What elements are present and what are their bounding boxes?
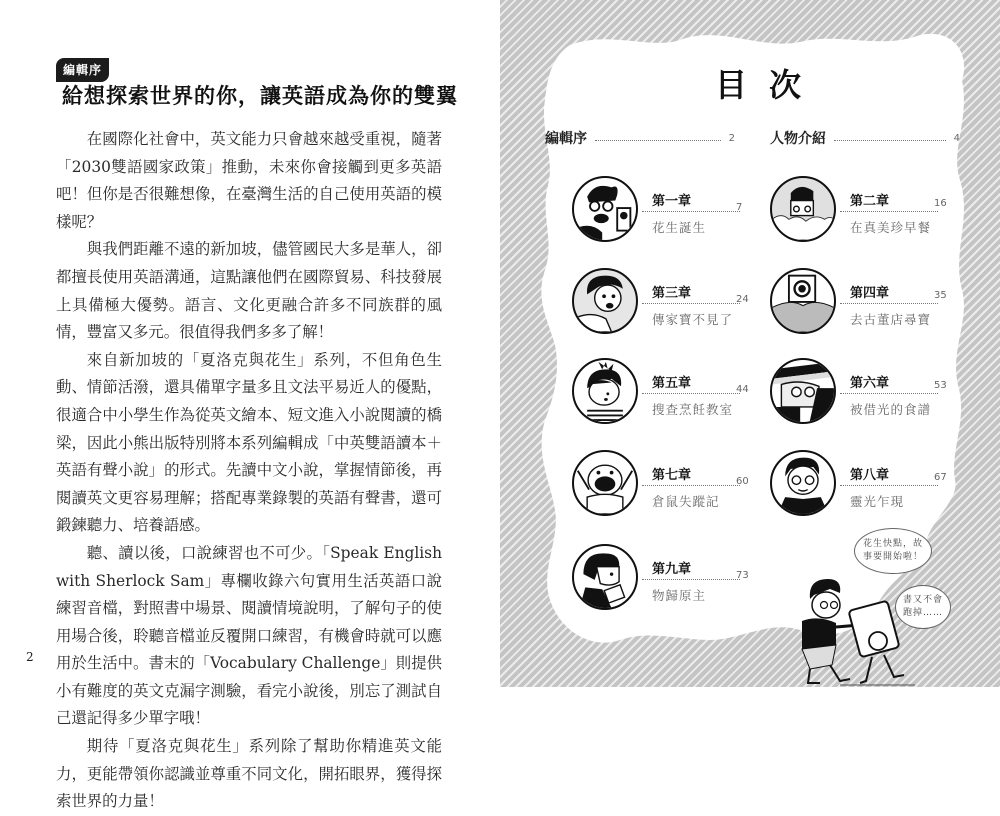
paragraph: 期待「夏洛克與花生」系列除了幫助你精進英文能力，更能帶領你認識並尊重不同文化，開拓眼界，獲得探索世界的力量！ <box>56 737 442 811</box>
dot-leader <box>840 393 938 394</box>
preface-body <box>56 126 442 816</box>
paragraph: 聽、讀以後，口說練習也不可少。「Speak English with Sherlock Sam」專欄收錄六句實用生活英語口說練習音檔，對照書中場景、閱讀情境說明，了解句子的使用場合後，聆聽音檔並反覆開口練習，有機會時就可以應用於生活中。書末的「Vocabulary Challenge」則提供小有難度的英文克漏字測驗，看完小說後，別忘了測試自己還記得多少單字哦！ <box>56 543 442 728</box>
toc-chapter-3[interactable] <box>572 268 762 338</box>
chapter-title: 花生誕生 <box>652 220 707 235</box>
page-number: 2 <box>26 650 34 664</box>
chapter-number: 第一章 <box>652 194 692 209</box>
chapter-title: 傳家寶不見了 <box>652 312 734 327</box>
dot-leader <box>834 140 946 141</box>
boy-crowd-icon <box>770 176 836 242</box>
chapter-title: 在真美珍早餐 <box>850 220 932 235</box>
dot-leader <box>840 211 938 212</box>
toc-chapter-2[interactable] <box>770 176 960 246</box>
chapter-page: 60 <box>736 476 749 487</box>
toc-chapter-8[interactable] <box>770 450 960 520</box>
woman-bun-icon <box>572 268 638 334</box>
paragraph: 在國際化社會中，英文能力只會越來越受重視，隨著「2030雙語國家政策」推動，未來你會接觸到更多英語吧！但你是否很難想像，在臺灣生活的自己使用英語的模樣呢？ <box>56 130 442 231</box>
chapter-number: 第四章 <box>850 286 890 301</box>
toc-chapter-4[interactable] <box>770 268 960 338</box>
dot-leader <box>642 485 740 486</box>
toc-title: 目次 <box>715 66 824 104</box>
toc-chapter-9[interactable] <box>572 544 762 614</box>
chapter-page: 73 <box>736 570 749 581</box>
chapter-title: 倉鼠失蹤記 <box>652 494 720 509</box>
chapter-number: 第八章 <box>850 468 890 483</box>
dot-leader <box>642 393 740 394</box>
toc-entry-preface[interactable] <box>545 128 735 148</box>
toc-chapter-1[interactable] <box>572 176 762 246</box>
dot-leader <box>642 211 740 212</box>
chapter-page: 24 <box>736 294 749 305</box>
boy-shouting-icon <box>572 450 638 516</box>
left-page-editor-preface <box>0 0 500 811</box>
toc-entry-label: 編輯序 <box>545 131 587 147</box>
speech-bubble-2: 書又不會跑掉…… <box>895 585 951 629</box>
chapter-number: 第五章 <box>652 376 692 391</box>
chapter-number: 第六章 <box>850 376 890 391</box>
toc-chapter-7[interactable] <box>572 450 762 520</box>
toc-entry-characters[interactable] <box>770 128 960 148</box>
toc-entry-page: 2 <box>728 132 735 144</box>
chapter-title: 被借光的食譜 <box>850 402 932 417</box>
chapter-title: 搜查烹飪教室 <box>652 402 734 417</box>
boy-pushing-robot-illustration <box>780 565 920 687</box>
boy-glasses-robot-icon <box>572 176 638 242</box>
girl-bob-hair-icon <box>572 544 638 610</box>
dot-leader <box>840 303 938 304</box>
toc-chapter-5[interactable] <box>572 358 762 428</box>
dot-leader <box>840 485 938 486</box>
paragraph: 與我們距離不遠的新加坡，儘管國民大多是華人，卻都擅長使用英語溝通，這點讓他們在國際貿易、科技發展上具備極大優勢。語言、文化更融合許多不同族群的風情，豐富又多元。很值得我們多多了解！ <box>56 240 442 342</box>
preface-title: 給想探索世界的你，讓英語成為你的雙翼 <box>62 83 458 108</box>
dot-leader <box>642 579 740 580</box>
chapter-page: 53 <box>934 380 947 391</box>
paragraph: 來自新加坡的「夏洛克與花生」系列，不但角色生動、情節活潑，還具備單字量多且文法平易近人的優點，很適合中小學生作為從英文繪本、短文進入小說閱讀的橋梁，因此小熊出版特別將本系列編輯成「中英雙語讀本＋英語有聲小說」的形式。先讀中文小說，掌握情節後，再閱讀英文更容易理解；搭配專業錄製的英語有聲書，還可鍛鍊聽力、培養語感。 <box>56 350 442 535</box>
toc-chapter-6[interactable] <box>770 358 960 428</box>
chapter-number: 第三章 <box>652 286 692 301</box>
chapter-number: 第二章 <box>850 194 890 209</box>
section-badge: 編輯序 <box>56 58 109 82</box>
robot-antiques-icon <box>770 268 836 334</box>
man-glasses-hat-icon <box>770 358 836 424</box>
dot-leader <box>595 140 721 141</box>
chapter-page: 16 <box>934 198 947 209</box>
toc-entry-label: 人物介紹 <box>770 131 826 147</box>
chapter-number: 第七章 <box>652 468 692 483</box>
boy-spiky-hair-icon <box>572 358 638 424</box>
chapter-page: 44 <box>736 384 749 395</box>
chapter-title: 去古董店尋寶 <box>850 312 932 327</box>
chapter-page: 67 <box>934 472 947 483</box>
speech-bubble-1: 花生快點，故事要開始啦！ <box>854 528 932 574</box>
toc-entry-page: 4 <box>953 132 960 144</box>
chapter-page: 7 <box>736 202 743 213</box>
dot-leader <box>642 303 740 304</box>
chapter-title: 物歸原主 <box>652 588 707 603</box>
chapter-title: 靈光乍現 <box>850 494 905 509</box>
right-page-table-of-contents <box>500 0 1000 687</box>
chapter-number: 第九章 <box>652 562 692 577</box>
chapter-page: 35 <box>934 290 947 301</box>
man-glasses-suit-icon <box>770 450 836 516</box>
